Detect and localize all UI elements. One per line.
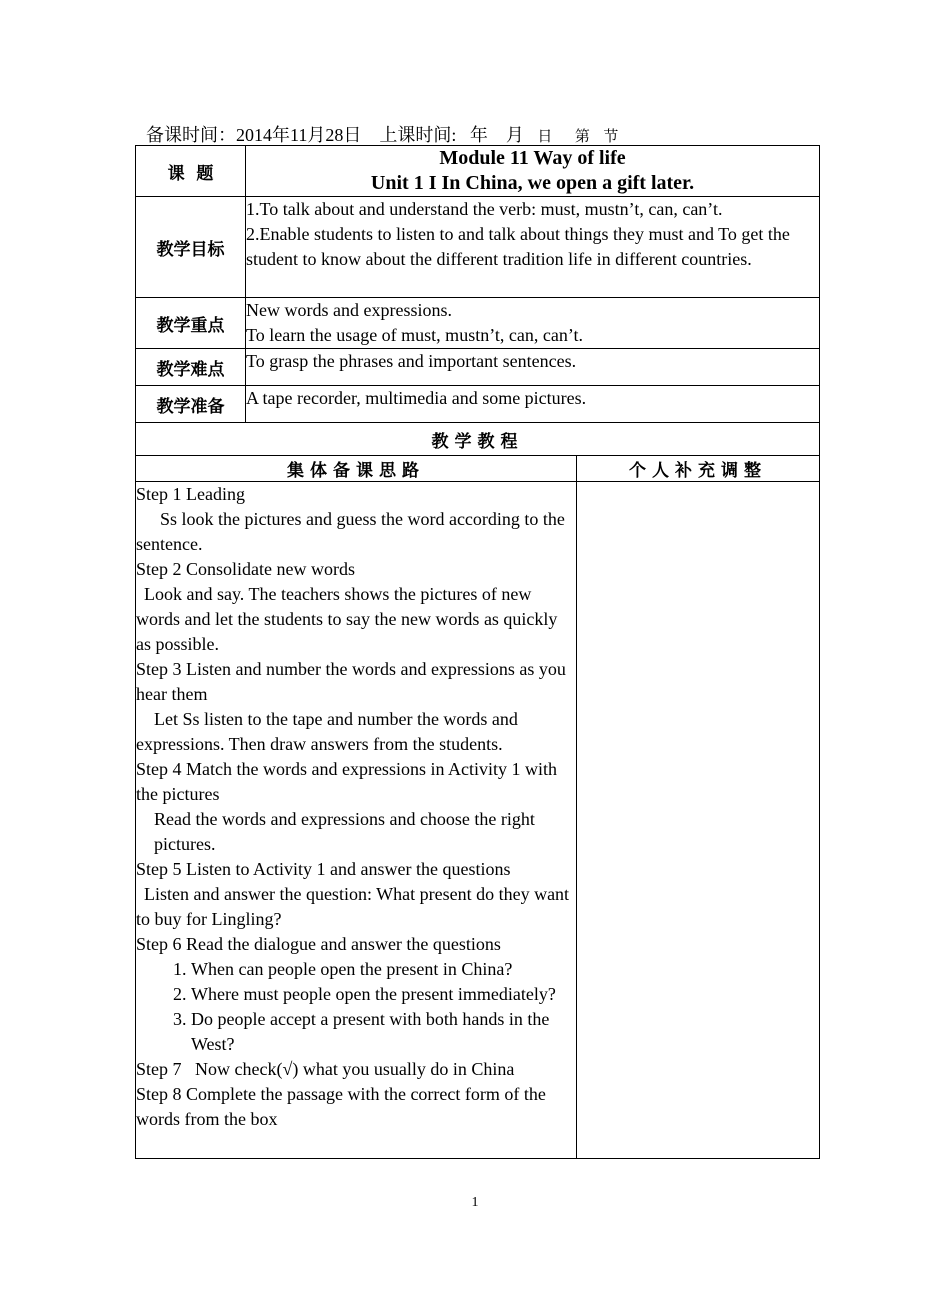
goal-item: 1.To talk about and understand the verb: must, mustn’t, can, can’t.: [246, 199, 723, 219]
topic-row: [136, 146, 820, 197]
preparation-row: [136, 386, 820, 423]
page-number: 1: [471, 1195, 479, 1210]
key-points-row: [136, 298, 820, 349]
step-title: Step 2 Consolidate new words: [136, 559, 355, 579]
step-text: Ss look the pictures and guess the word according to the sentence.: [136, 509, 565, 554]
step-title: Step 6 Read the dialogue and answer the questions: [136, 934, 501, 954]
step-title: Step 7 Now check(√) what you usually do in China: [136, 1059, 515, 1079]
lesson-plan-table: [135, 145, 820, 1159]
key-point-item: New words and expressions.: [246, 300, 452, 320]
preparation-text: A tape recorder, multimedia and some pictures.: [246, 386, 820, 423]
step-text: Look and say. The teachers shows the pictures of new words and let the students to say the new words as quickly as possible.: [136, 584, 558, 654]
step-title: Step 8 Complete the passage with the correct form of the words from the box: [136, 1084, 546, 1129]
column-header-row: [136, 456, 820, 482]
key-points-label: 教学重点: [136, 298, 246, 349]
module-title: Module 11 Way of life: [439, 147, 626, 169]
difficulty-row: [136, 349, 820, 386]
period-label-b: 节: [603, 129, 619, 145]
question-list: [136, 957, 576, 1057]
preparation-label: 教学准备: [136, 386, 246, 423]
lesson-time-header: [146, 121, 618, 147]
topic-label: 课 题: [136, 146, 246, 197]
step-text: Read the words and expressions and choose the right pictures.: [154, 809, 535, 854]
question-item: 1. When can people open the present in China?: [191, 957, 576, 982]
prep-date: 2014年11月28日: [236, 125, 362, 145]
difficulty-text: To grasp the phrases and important sentences.: [246, 349, 820, 386]
lesson-title: [246, 146, 820, 197]
goals-row: [136, 197, 820, 298]
key-points-text: [246, 298, 820, 349]
day-label: 日: [537, 129, 553, 145]
procedure-heading: 教学教程: [136, 423, 820, 456]
group-plan-header: 集体备课思路: [136, 456, 577, 482]
procedure-heading-row: [136, 423, 820, 456]
goals-label: 教学目标: [136, 197, 246, 298]
period-label-a: 第: [574, 129, 590, 145]
prep-time-label: 备课时间：: [146, 125, 236, 145]
step-text: Listen and answer the question: What present do they want to buy for Lingling?: [136, 884, 570, 929]
key-point-item: To learn the usage of must, mustn’t, can, can’t.: [246, 325, 583, 345]
step-title: Step 3 Listen and number the words and expressions as you hear them: [136, 659, 566, 704]
step-title: Step 4 Match the words and expressions in Activity 1 with the pictures: [136, 759, 557, 804]
class-time-label: 上课时间:: [379, 125, 457, 145]
step-text: Let Ss listen to the tape and number the words and expressions. Then draw answers from the students.: [136, 709, 518, 754]
year-label: 年: [469, 125, 488, 145]
question-item: 3. Do people accept a present with both hands in the West?: [191, 1007, 576, 1057]
difficulty-label: 教学难点: [136, 349, 246, 386]
group-plan-steps: [136, 482, 577, 1159]
unit-title: Unit 1 I In China, we open a gift later.: [370, 172, 695, 194]
personal-adjust-header: 个人补充调整: [577, 456, 820, 482]
step-title: Step 1 Leading: [136, 484, 245, 504]
question-item: 2. Where must people open the present immediately?: [191, 982, 576, 1007]
goal-item: 2.Enable students to listen to and talk about things they must and To get the student to know about the different tradition life in different countries.: [246, 224, 790, 269]
personal-adjust-cell: [577, 482, 820, 1159]
procedure-body-row: [136, 482, 820, 1159]
step-title: Step 5 Listen to Activity 1 and answer the questions: [136, 859, 511, 879]
goals-text: [246, 197, 820, 298]
month-label: 月: [505, 125, 524, 145]
